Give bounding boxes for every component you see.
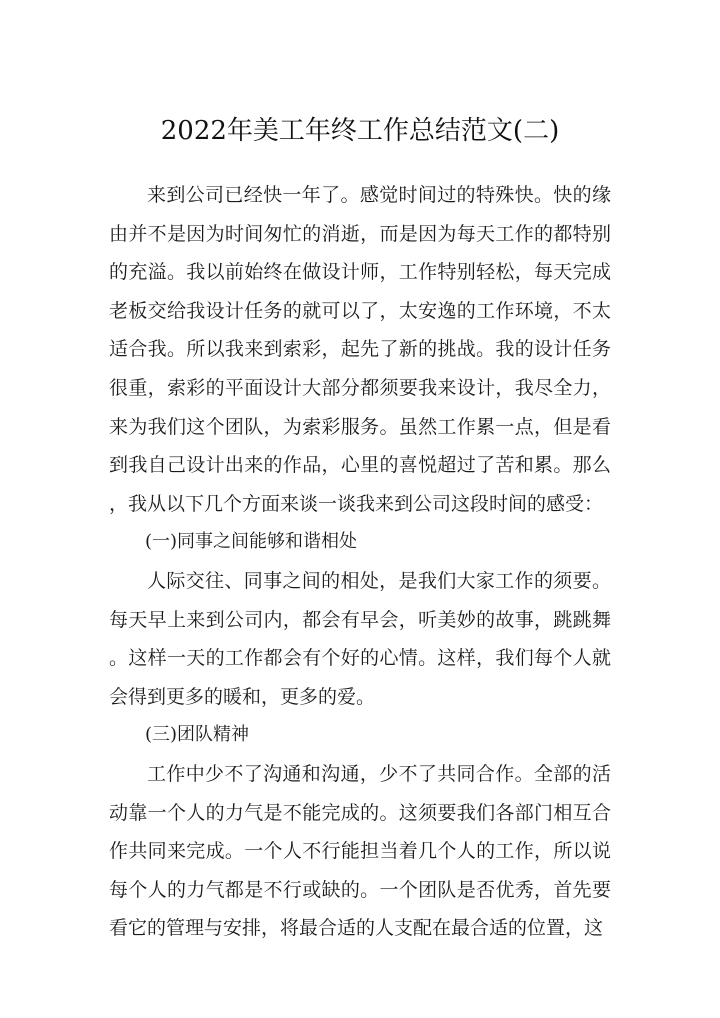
paragraph-intro: 来到公司已经快一年了。感觉时间过的特殊快。快的缘由并不是因为时间匆忙的消逝，而是因为每天工作的都特别的充溢。我以前始终在做设计师，工作特别轻松，每天完成老板交给我设计任务的就可以了，太安逸的工作环境，不太适合我。所以我来到索彩，起先了新的挑战。我的设计任务很重，索彩的平面设计大部分都须要我来设计，我尽全力，来为我们这个团队，为索彩服务。虽然工作累一点，但是看到我自己设计出来的作品，心里的喜悦超过了苦和累。那么，我从以下几个方面来谈一谈我来到公司这段时间的感受： xyxy=(109,184,611,515)
document-title: 2022年美工年终工作总结范文(二) xyxy=(160,116,560,146)
paragraph-colleagues: 人际交往、同事之间的相处，是我们大家工作的须要。每天早上来到公司内，都会有早会，听美妙的故事，跳跳舞。这样一天的工作都会有个好的心情。这样，我们每个人就会得到更多的暖和，更多的爱。 xyxy=(109,569,611,708)
section-heading-team-spirit: (三)团队精神 xyxy=(145,724,250,746)
section-heading-colleagues: (一)同事之间能够和谐相处 xyxy=(145,531,358,553)
paragraph-team-spirit: 工作中少不了沟通和沟通，少不了共同合作。全部的活动靠一个人的力气是不能完成的。这须要我们各部门相互合作共同来完成。一个人不行能担当着几个人的工作，所以说每个人的力气都是不行或缺的。一个团队是否优秀，首先要看它的管理与安排，将最合适的人支配在最合适的位置，这 xyxy=(109,762,611,940)
document-body xyxy=(109,176,611,948)
